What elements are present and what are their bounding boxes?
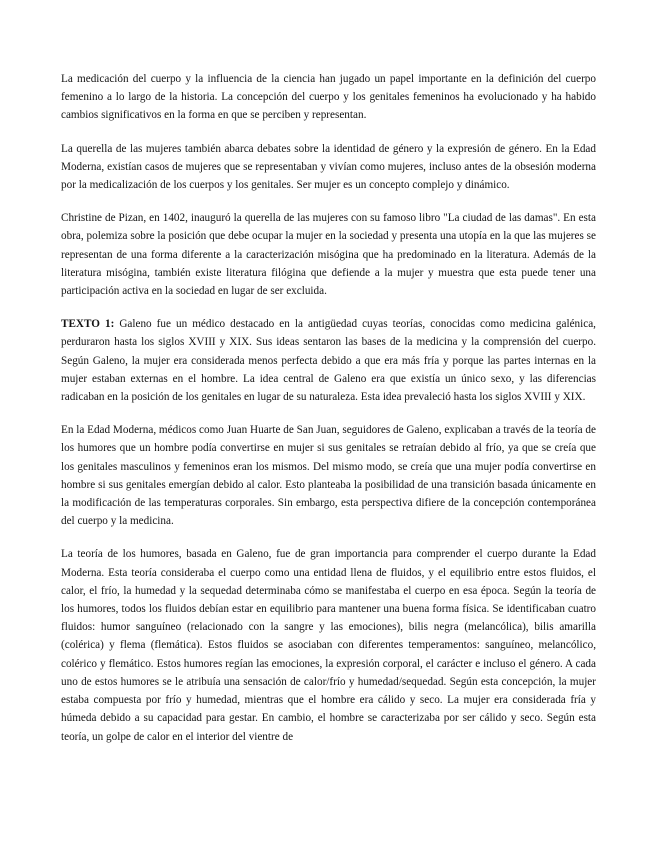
paragraph-medicalization: La medicación del cuerpo y la influencia de la ciencia han jugado un papel importante en la definición del cuerpo femenino a lo largo de la historia. La concepción del cuerpo y los genitales femeninos ha evolucionado y ha habido cambios significativos en la forma en que se perciben y representan. [61,73,596,122]
paragraph-christine-de-pizan: Christine de Pizan, en 1402, inauguró la querella de las mujeres con su famoso libro "La ciudad de las damas". En esta obra, polemiza sobre la posición que debe ocupar la mujer en la sociedad y presenta una utopía en la que las mujeres se representan de una forma diferente a la caracterización misógina que ha predominado en la literatura. Además de la literatura misógina, también existe literatura filógina que defiende a la mujer y muestra que esta puede tener una participación activa en la sociedad en lugar de ser excluida. [61,212,596,298]
document-body [61,70,596,761]
texto-1-label: TEXTO 1: [61,318,115,331]
paragraph-texto-1 [61,315,596,406]
paragraph-teoria-humores: La teoría de los humores, basada en Galeno, fue de gran importancia para comprender el cuerpo durante la Edad Moderna. Esta teoría consideraba el cuerpo como una entidad llena de fluidos, y el equilibrio entre estos fluidos, el calor, el frío, la humedad y la sequedad determinaba cómo se manifestaba el cuerpo en esa época. Según la teoría de los humores, todos los fluidos debían estar en equilibrio para mantener una buena forma física. Se identificaban cuatro fluidos: humor sanguíneo (relacionado con la sangre y las emociones), bilis negra (melancólica), bilis amarilla (colérica) y flema (flemática). Estos fluidos se asociaban con diferentes temperamentos: sanguíneo, melancólico, colérico y flemático. Estos humores regían las emociones, la expresión corporal, el carácter e incluso el género. A cada uno de estos humores se le atribuía una sensación de calor/frío y humedad/sequedad. Según esta concepción, la mujer estaba compuesta por frío y humedad, mientras que el hombre era cálido y seco. La mujer era considerada fría y húmeda debido a su capacidad para gestar. En cambio, el hombre se caracterizaba por ser cálido y seco. Según esta teoría, un golpe de calor en el interior del vientre de [61,548,596,743]
texto-1-body: Galeno fue un médico destacado en la antigüedad cuyas teorías, conocidas como medicina galénica, perduraron hasta los siglos XVIII y XIX. Sus ideas sentaron las bases de la medicina y la comprensión del cuerpo. Según Galeno, la mujer era considerada menos perfecta debido a que era más fría y porque las partes internas en la mujer estaban externas en el hombre. La idea central de Galeno era que existía un único sexo, y las diferencias radicaban en la posición de los genitales en lugar de su naturaleza. Esta idea prevaleció hasta los siglos XVIII y XIX. [61,318,596,404]
paragraph-querella-identity: La querella de las mujeres también abarca debates sobre la identidad de género y la expresión de género. En la Edad Moderna, existían casos de mujeres que se representaban y vivían como mujeres, incluso antes de la obsesión moderna por la medicalización de los cuerpos y los genitales. Ser mujer es un concepto complejo y dinámico. [61,142,596,192]
paragraph-edad-moderna: En la Edad Moderna, médicos como Juan Huarte de San Juan, seguidores de Galeno, explicaban a través de la teoría de los humores que un hombre podía convertirse en mujer si sus genitales se retraían debido al frío, ya que se creía que los genitales masculinos y femeninos eran los mismos. Del mismo modo, se creía que una mujer podía convertirse en hombre si sus genitales emergían debido al calor. Esto planteaba la posibilidad de una transición basada únicamente en la modificación de las temperaturas corporales. Sin embargo, esta perspectiva difiere de la concepción contemporánea del cuerpo y la medicina. [61,424,596,528]
